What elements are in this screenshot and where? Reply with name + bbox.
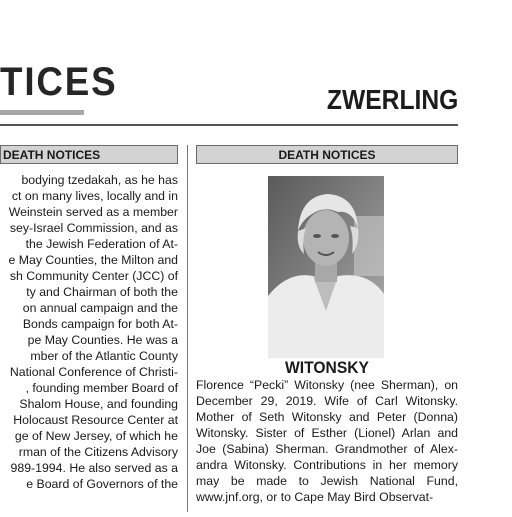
- text-line: may be made to Jewish National Fund,: [196, 474, 458, 488]
- text-line: pe May Counties. He was a: [27, 333, 178, 347]
- text-line: mber of the Atlantic County: [30, 349, 178, 363]
- page-title: TICES: [0, 60, 118, 104]
- title-underline: [0, 110, 84, 115]
- text-line: e May Counties, the Milton and: [8, 253, 178, 267]
- left-column-text: [0, 172, 180, 512]
- column-divider: [187, 145, 188, 512]
- text-line: bodying tzedakah, as he has: [21, 173, 178, 187]
- text-line: Bonds campaign for both At-: [22, 317, 178, 331]
- text-line: Holocaust Resource Center at: [13, 413, 178, 427]
- text-line: rman of the Citizens Advisory: [18, 445, 178, 459]
- deceased-name: WITONSKY: [284, 358, 370, 377]
- surname-header: ZWERLING: [326, 84, 458, 115]
- section-heading-left: DEATH NOTICES: [0, 145, 178, 164]
- obituary-text: [196, 377, 458, 517]
- text-line: Witonsky. Sister of Esther (Lionel) Arlan and: [196, 426, 458, 440]
- section-heading-right: DEATH NOTICES: [196, 145, 458, 164]
- header-rule: [0, 124, 458, 126]
- text-line: Mother of Seth Witonsky and Peter (Donna): [196, 410, 458, 424]
- text-line: Joe (Sabina) Sherman. Grandmother of Alex-: [196, 442, 458, 456]
- text-line: , founding member Board of: [25, 381, 178, 395]
- obituary-photo: [268, 176, 384, 358]
- text-line: sey-Israel Commission, and as: [9, 221, 178, 235]
- text-line: andra Witonsky. Contributions in her memory: [196, 458, 458, 472]
- text-line: December 29, 2019. Wife of Carl Witonsky.: [196, 394, 458, 408]
- text-line: ge of New Jersey, of which he: [14, 429, 178, 443]
- text-line: 989-1994. He also served as a: [10, 461, 178, 475]
- text-line: Weinstein served as a member: [8, 205, 178, 219]
- text-line: e Board of Governors of the: [26, 477, 178, 491]
- text-line: www.jnf.org, or to Cape May Bird Observat-: [196, 490, 434, 504]
- text-line: National Conference of Christi-: [9, 365, 178, 379]
- text-line: ct on many lives, locally and in: [11, 189, 178, 203]
- text-line: Shalom House, and founding: [19, 397, 178, 411]
- text-line: sh Community Center (JCC) of: [9, 269, 178, 283]
- text-line: on annual campaign and the: [22, 301, 178, 315]
- text-line: Florence “Pecki” Witonsky (nee Sherman), on: [196, 378, 458, 392]
- text-line: the Jewish Federation of At-: [25, 237, 178, 251]
- text-line: ty and Chairman of both the: [26, 285, 178, 299]
